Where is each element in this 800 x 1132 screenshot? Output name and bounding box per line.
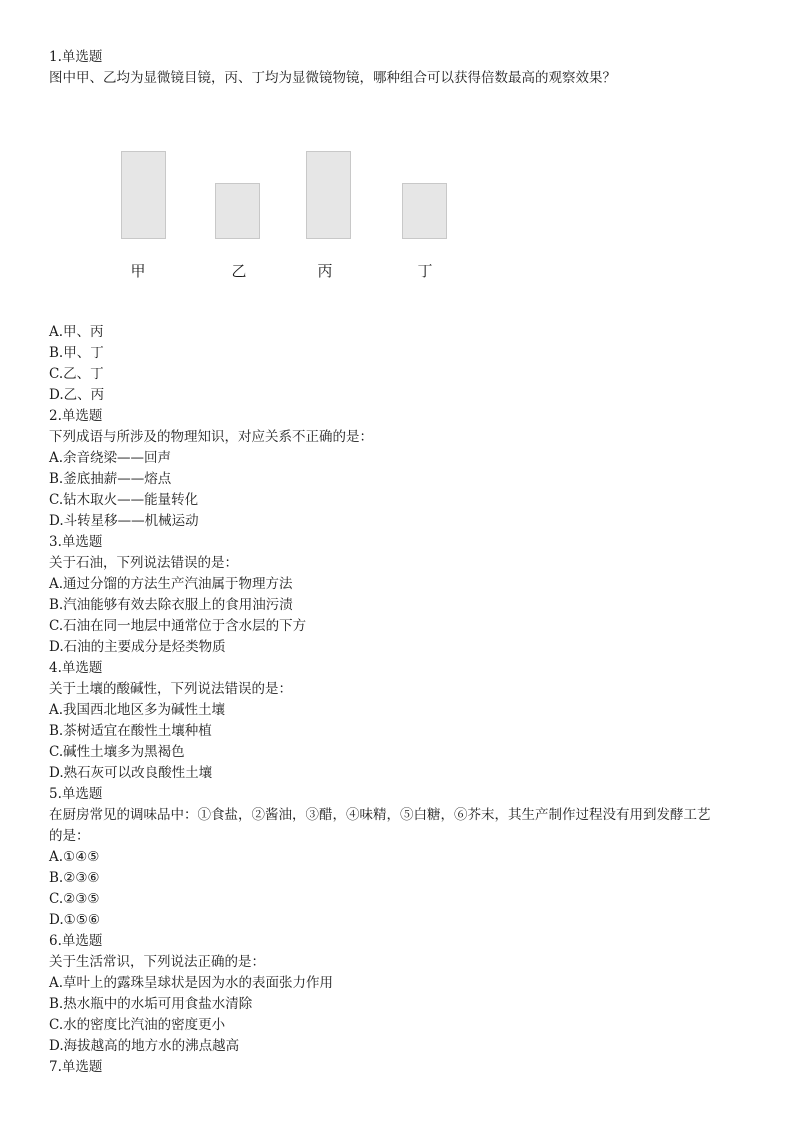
q3-type: 3.单选题 (49, 534, 103, 550)
q6-type: 6.单选题 (49, 933, 103, 949)
lens-label-yi: 乙 (231, 262, 247, 280)
q3-option-c[interactable]: C.石油在同一地层中通常位于含水层的下方 (49, 618, 307, 634)
q4-option-b[interactable]: B.茶树适宜在酸性土壤种植 (49, 723, 212, 739)
q2-option-c[interactable]: C.钻木取火——能量转化 (49, 492, 199, 508)
q5-option-d[interactable]: D.①⑤⑥ (49, 912, 100, 928)
q1-option-b[interactable]: B.甲、丁 (49, 345, 104, 361)
lens-jia (121, 151, 166, 239)
q5-stem-line1: 在厨房常见的调味品中：①食盐，②酱油，③醋，④味精，⑤白糖，⑥芥末，其生产制作过程没有用到发酵工艺 (49, 807, 711, 823)
q4-option-a[interactable]: A.我国西北地区多为碱性土壤 (49, 702, 226, 718)
q5-option-a[interactable]: A.①④⑤ (49, 849, 100, 865)
lens-label-bing: 丙 (317, 262, 333, 280)
q4-type: 4.单选题 (49, 660, 103, 676)
q1-option-c[interactable]: C.乙、丁 (49, 366, 104, 382)
q2-stem: 下列成语与所涉及的物理知识，对应关系不正确的是： (49, 429, 373, 445)
q6-stem: 关于生活常识，下列说法正确的是： (49, 954, 265, 970)
q1-option-d[interactable]: D.乙、丙 (49, 387, 105, 403)
q3-option-a[interactable]: A.通过分馏的方法生产汽油属于物理方法 (49, 576, 293, 592)
lens-yi (215, 183, 260, 239)
q5-option-b[interactable]: B.②③⑥ (49, 870, 100, 886)
q3-option-d[interactable]: D.石油的主要成分是烃类物质 (49, 639, 226, 655)
q1-option-a[interactable]: A.甲、丙 (49, 324, 104, 340)
microscope-lens-figure (0, 0, 800, 320)
q1-stem: 图中甲、乙均为显微镜目镜，丙、丁均为显微镜物镜，哪种组合可以获得倍数最高的观察效果？ (49, 70, 616, 86)
lens-label-ding: 丁 (417, 262, 433, 280)
q6-option-c[interactable]: C.水的密度比汽油的密度更小 (49, 1017, 226, 1033)
q4-option-d[interactable]: D.熟石灰可以改良酸性土壤 (49, 765, 213, 781)
q6-option-b[interactable]: B.热水瓶中的水垢可用食盐水清除 (49, 996, 253, 1012)
q1-type: 1.单选题 (49, 49, 103, 65)
q3-stem: 关于石油，下列说法错误的是： (49, 555, 238, 571)
q5-option-c[interactable]: C.②③⑤ (49, 891, 100, 907)
q2-option-d[interactable]: D.斗转星移——机械运动 (49, 513, 199, 529)
lens-ding (402, 183, 447, 239)
q6-option-a[interactable]: A.草叶上的露珠呈球状是因为水的表面张力作用 (49, 975, 334, 991)
q2-option-b[interactable]: B.釜底抽薪——熔点 (49, 471, 172, 487)
q5-type: 5.单选题 (49, 786, 103, 802)
q6-option-d[interactable]: D.海拔越高的地方水的沸点越高 (49, 1038, 240, 1054)
q4-option-c[interactable]: C.碱性土壤多为黑褐色 (49, 744, 185, 760)
lens-label-jia: 甲 (130, 262, 146, 280)
q7-type: 7.单选题 (49, 1059, 103, 1075)
q3-option-b[interactable]: B.汽油能够有效去除衣服上的食用油污渍 (49, 597, 293, 613)
q4-stem: 关于土壤的酸碱性，下列说法错误的是： (49, 681, 292, 697)
q2-option-a[interactable]: A.余音绕梁——回声 (49, 450, 172, 466)
q5-stem-line2: 的是： (49, 828, 90, 844)
lens-bing (306, 151, 351, 239)
q2-type: 2.单选题 (49, 408, 103, 424)
